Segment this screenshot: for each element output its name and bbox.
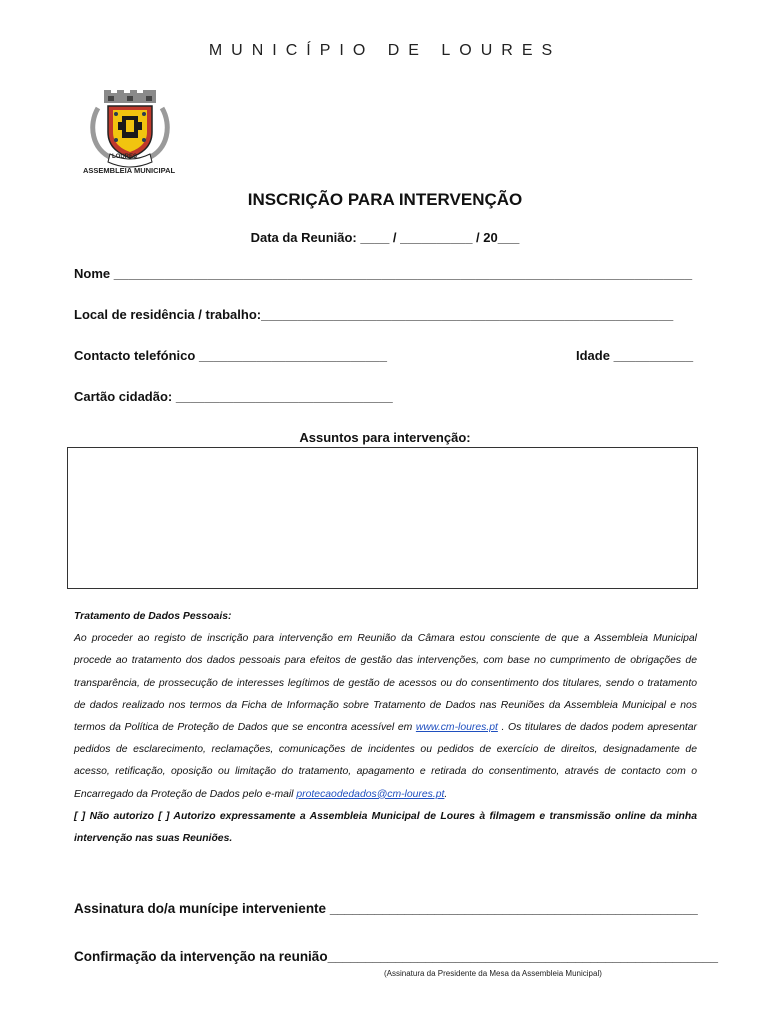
logo-caption: ASSEMBLEIA MUNICIPAL: [83, 166, 176, 175]
subjects-textarea[interactable]: [67, 447, 698, 589]
privacy-text-1: Ao proceder ao registo de inscrição para intervenção em Reunião da Câmara estou consciente de que a Assembleia Municipal procede ao tratamento dos dados pessoais para efeitos de gestão das intervenções, com base no cumprimento de obrigações de transparência, de prossecução de interesses legítimos de gestão de acessos ou do consentimento dos titulares, sendo o tratamento de dados realizado nos termos da Ficha de Informação sobre Tratamento de Dados nas Reuniões da Assembleia Municipal e nos termos da Política de Proteção de Dados que se encontra acessível em: [74, 633, 697, 734]
age-field[interactable]: Idade ___________: [576, 348, 694, 363]
signature-field[interactable]: Assinatura do/a munícipe interveniente _________________________________________________: [74, 901, 698, 916]
logo-ribbon-text: LOURES: [112, 154, 138, 160]
privacy-heading: Tratamento de Dados Pessoais:: [74, 611, 232, 622]
municipality-header: MUNICÍPIO DE LOURES: [208, 42, 562, 59]
signature-note: (Assinatura da Presidente da Mesa da Assembleia Municipal): [384, 969, 602, 978]
subjects-label: Assuntos para intervenção:: [299, 430, 471, 445]
phone-field[interactable]: Contacto telefónico __________________________: [74, 348, 387, 363]
confirmation-field[interactable]: Confirmação da intervenção na reunião____________________________________________________: [74, 949, 718, 964]
coat-of-arms-icon: [82, 90, 178, 176]
privacy-body: [74, 628, 697, 806]
citizen-card-field[interactable]: Cartão cidadão: ______________________________: [74, 389, 393, 404]
name-field[interactable]: Nome ________________________________________________________________________________: [74, 266, 693, 281]
privacy-text-2: . Os titulares de dados podem apresentar pedidos de esclarecimento, reclamações, comunicações de incidentes ou pedidos de exercício de direitos, designadamente de acesso, retificação, oposição ou limitação do tratamento, apagamento e retirada do consentimento, através de contacto com o Encarregado da Proteção de Dados pelo e-mail: [74, 722, 697, 800]
filming-consent[interactable]: [ ] Não autorizo [ ] Autorizo expressamente a Assembleia Municipal de Loures à filmagem e transmissão online da minha intervenção nas suas Reuniões.: [74, 810, 697, 845]
residence-field[interactable]: Local de residência / trabalho:_________________________________________________________: [74, 307, 674, 322]
website-link[interactable]: www.cm-loures.pt: [415, 722, 498, 734]
meeting-date-field[interactable]: Data da Reunião: ____ / __________ / 20___: [250, 230, 520, 245]
privacy-notice: [74, 606, 697, 850]
privacy-text-3: .: [444, 788, 448, 800]
form-title: INSCRIÇÃO PARA INTERVENÇÃO: [247, 190, 523, 209]
email-link[interactable]: protecaodedados@cm-loures.pt: [296, 788, 445, 800]
